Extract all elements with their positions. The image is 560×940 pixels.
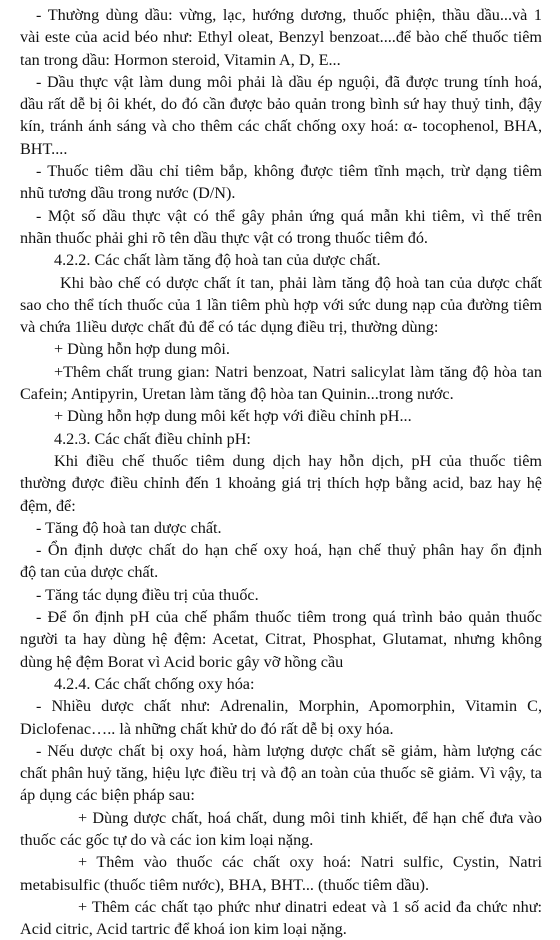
- text-line: thuốc các gốc tự do và các ion kim loại nặng.: [20, 830, 314, 849]
- section-heading: 4.2.4. Các chất chống oxy hóa:: [54, 674, 255, 693]
- text-line: BHT....: [20, 139, 68, 158]
- text-line: chất phân huỷ tăng, hiệu lực điều trị và độ an toàn của thuốc sẽ giảm. Vì vậy, ta: [20, 764, 542, 783]
- section-heading: 4.2.2. Các chất làm tăng độ hoà tan của dược chất.: [54, 251, 381, 270]
- text-line: - Tăng độ hoà tan dược chất.: [36, 518, 222, 537]
- text-line: Acid citric, Acid tartric để khoá ion kim loại nặng.: [20, 920, 347, 939]
- text-line: người ta hay dùng hệ đệm: Acetat, Citrat, Phosphat, Glutamat, nhưng không: [20, 630, 542, 649]
- text-line: - Để ổn định pH của chế phẩm thuốc tiêm trong quá trình bảo quản thuốc: [36, 608, 542, 627]
- text-line: dùng hệ đệm Borat vì Acid boric gây vỡ hồng cầu: [20, 652, 344, 671]
- text-line: - Thuốc tiêm dầu chỉ tiêm bắp, không được tiêm tĩnh mạch, trừ dạng tiêm: [36, 162, 542, 181]
- text-line: + Dùng dược chất, hoá chất, dung môi tinh khiết, để hạn chế đưa vào: [78, 808, 542, 827]
- text-line: và chứa 1liều dược chất đủ để có tác dụng điều trị, thường dùng:: [20, 318, 439, 337]
- text-line: sao cho thể tích thuốc của 1 lần tiêm phù hợp với sức dung nạp của đường tiêm: [20, 295, 542, 314]
- text-line: Khi bào chế có dược chất ít tan, phải làm tăng độ hoà tan của dược chất: [60, 273, 542, 292]
- text-line: + Dùng hỗn hợp dung môi kết hợp với điều chỉnh pH...: [54, 407, 412, 426]
- text-line: Cafein; Antipyrin, Uretan làm tăng độ hòa tan Quinin...trong nước.: [20, 385, 454, 404]
- text-line: - Nếu dược chất bị oxy hoá, hàm lượng dược chất sẽ giảm, hàm lượng các: [36, 741, 542, 760]
- section-heading: 4.2.3. Các chất điều chỉnh pH:: [54, 429, 251, 448]
- text-line: tan trong dầu: Hormon steroid, Vitamin A, D, E...: [20, 50, 341, 69]
- text-line: kín, tránh ánh sáng và cho thêm các chất chống oxy hoá: α- tocophenol, BHA,: [20, 117, 542, 136]
- text-line: + Thêm các chất tạo phức như dinatri edeat và 1 số acid đa chức như:: [78, 897, 542, 916]
- text-line: - Dầu thực vật làm dung môi phải là dầu ép nguội, đã được trung tính hoá,: [36, 72, 542, 91]
- text-line: nhũ tương dầu trong nước (D/N).: [20, 184, 236, 203]
- text-line: thường được điều chỉnh đến 1 khoảng giá trị thích hợp bằng acid, baz hay hệ: [20, 474, 542, 493]
- text-line: vài este của acid béo như: Ethyl oleat, Benzyl benzoat....để bào chế thuốc tiêm: [20, 28, 542, 47]
- text-line: + Dùng hỗn hợp dung môi.: [54, 340, 230, 359]
- text-line: áp dụng các biện pháp sau:: [20, 786, 195, 805]
- text-line: đệm, để:: [20, 496, 76, 515]
- text-line: - Thường dùng dầu: vừng, lạc, hướng dương, thuốc phiện, thầu dầu...và 1: [36, 6, 542, 24]
- text-line: - Nhiều dược chất như: Adrenalin, Morphin, Apomorphin, Vitamin C,: [36, 697, 542, 716]
- text-line: độ tan của dược chất.: [20, 563, 159, 582]
- text-line: nhãn thuốc phải ghi rõ tên dầu thực vật có trong thuốc tiêm đó.: [20, 228, 428, 247]
- text-line: metabisulfic (thuốc tiêm nước), BHA, BHT... (thuốc tiêm dầu).: [20, 875, 430, 894]
- text-line: Khi điều chế thuốc tiêm dung dịch hay hỗn dịch, pH của thuốc tiêm: [54, 451, 542, 470]
- text-line: +Thêm chất trung gian: Natri benzoat, Natri salicylat làm tăng độ hòa tan: [54, 362, 542, 381]
- text-line: - Một số dầu thực vật có thể gây phản ứng quá mẫn khi tiêm, vì thế trên: [36, 206, 542, 225]
- text-line: + Thêm vào thuốc các chất oxy hoá: Natri sulfic, Cystin, Natri: [78, 853, 542, 872]
- text-line: Diclofenac….. là những chất khử do đó rất dễ bị oxy hóa.: [20, 719, 394, 738]
- text-line: dầu rất dễ bị ôi khét, do đó cần được bảo quản trong bình sứ hay thuỷ tinh, đậy: [20, 95, 542, 114]
- text-line: - Tăng tác dụng điều trị của thuốc.: [36, 585, 259, 604]
- text-line: - Ổn định dược chất do hạn chế oxy hoá, hạn chế thuỷ phân hay ổn định: [36, 541, 542, 560]
